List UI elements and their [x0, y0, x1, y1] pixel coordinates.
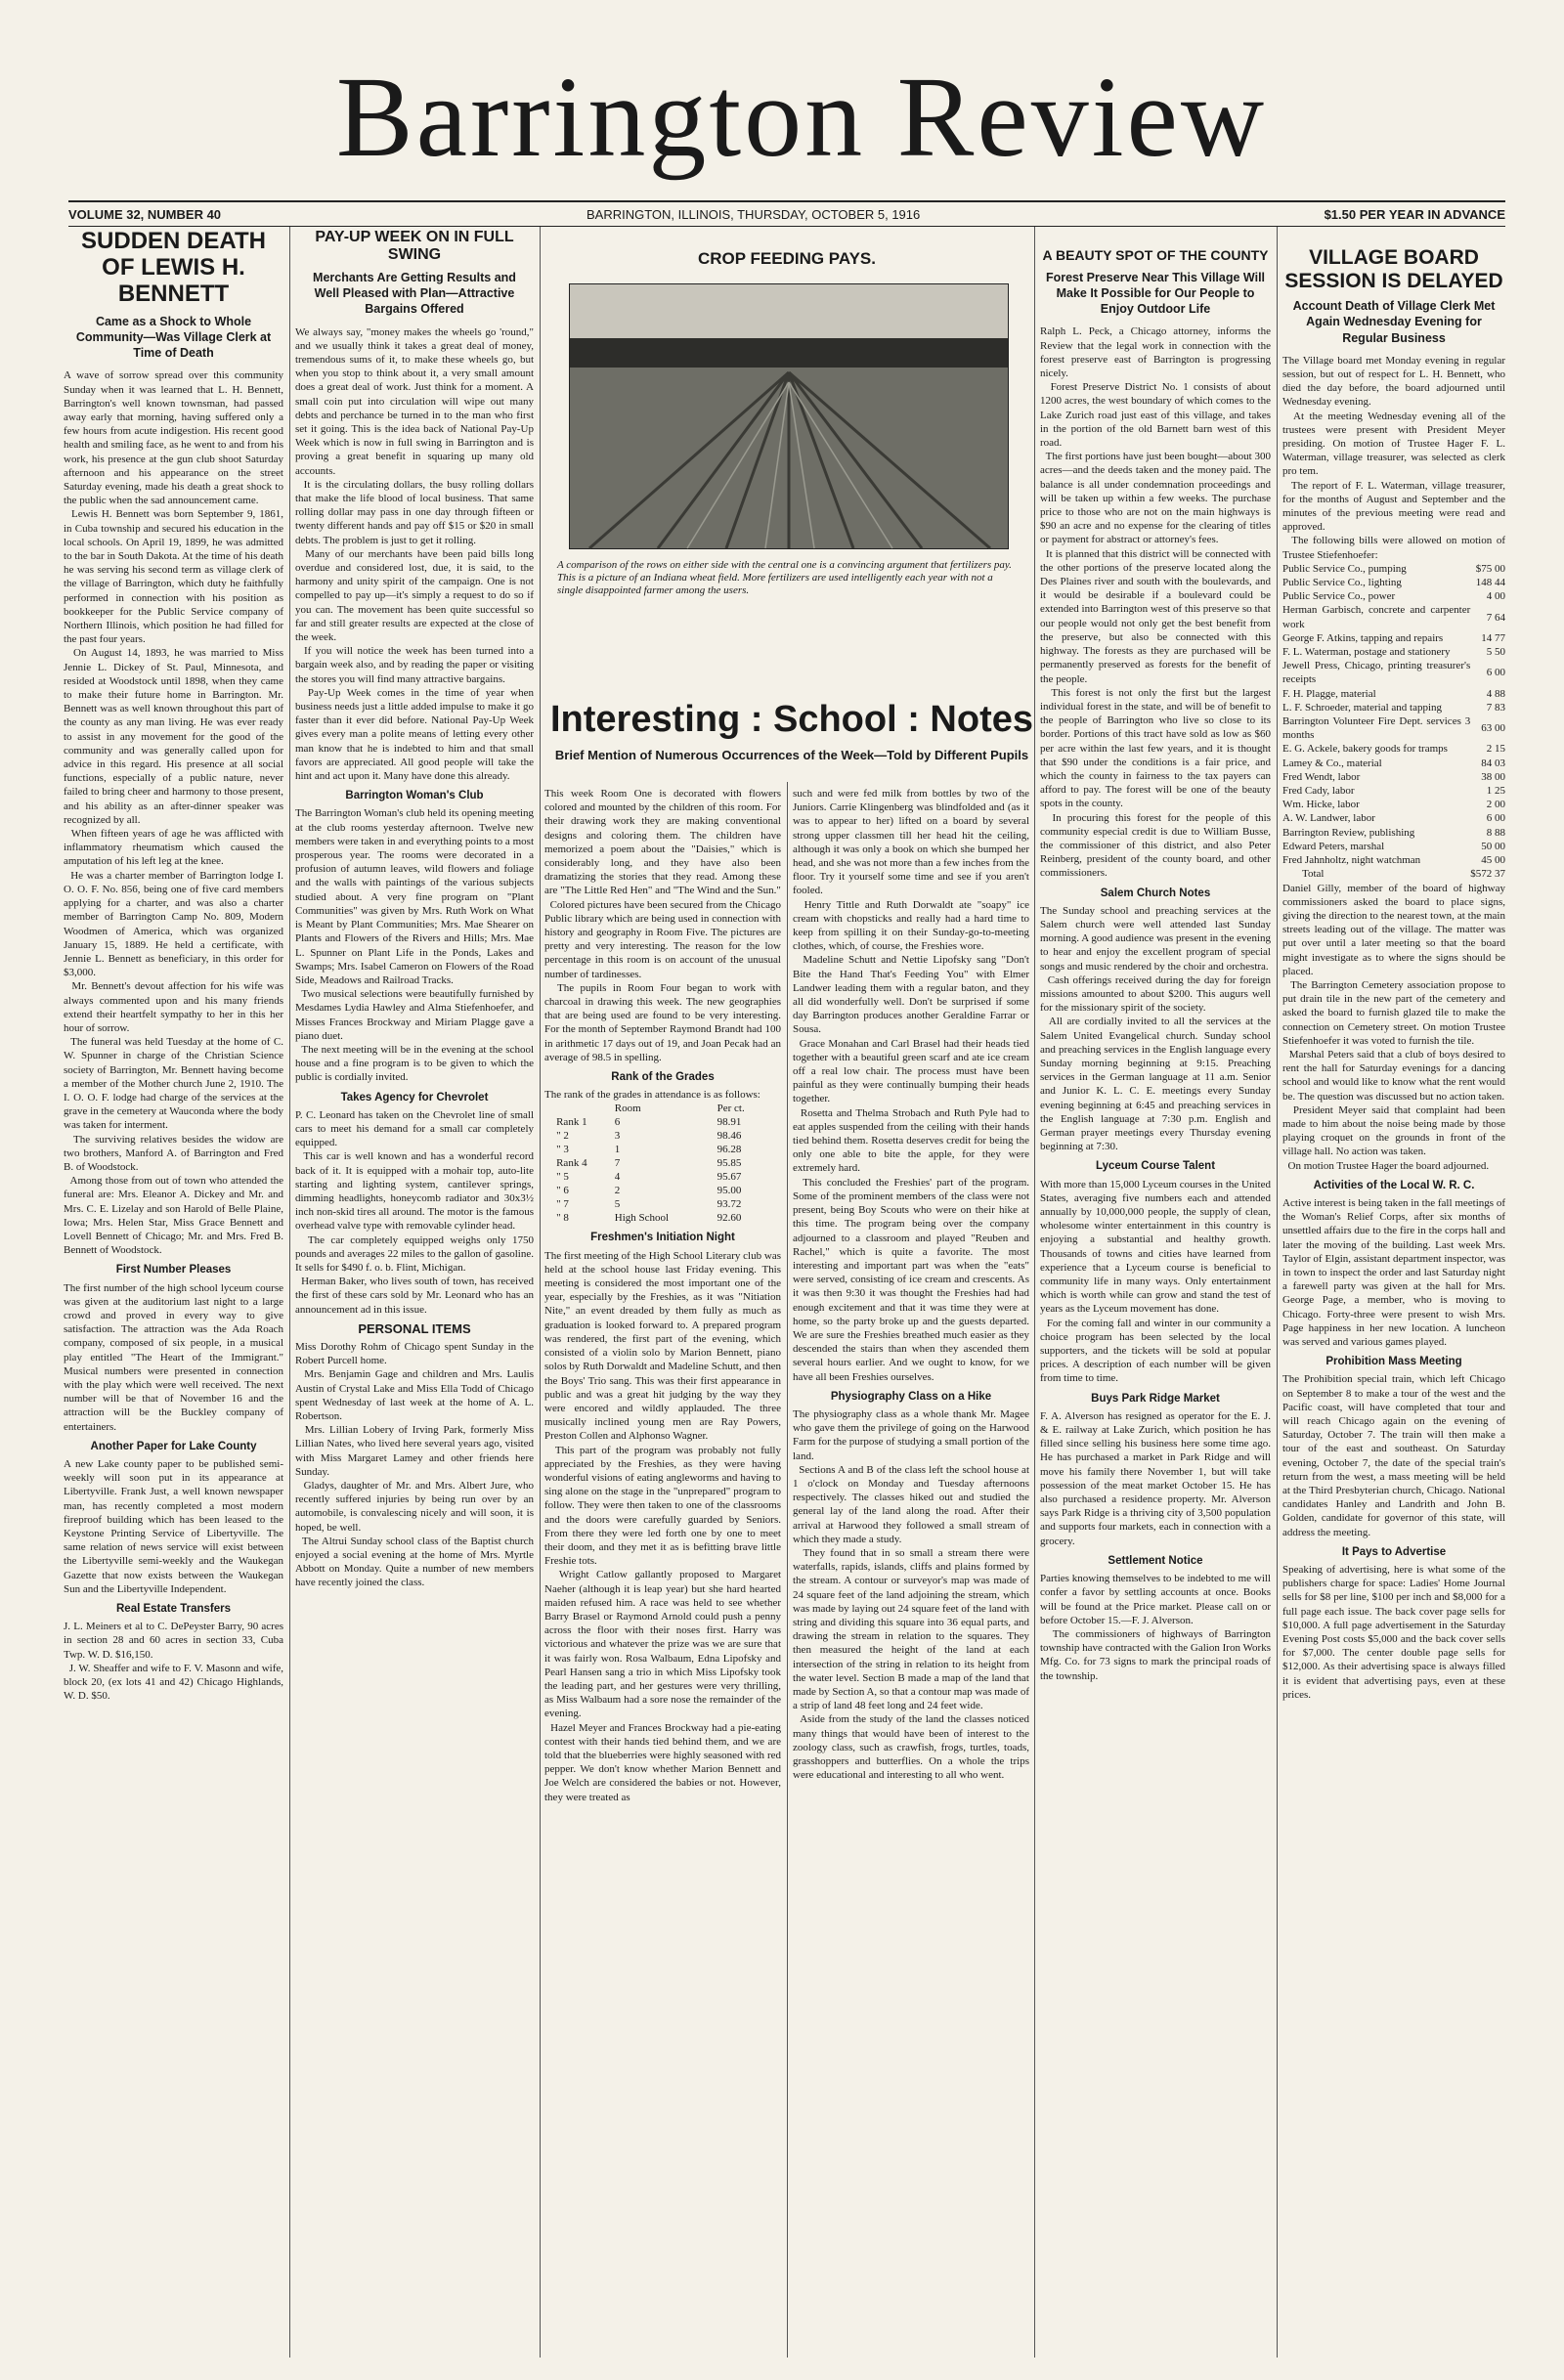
table-row: Herman Garbisch, concrete and carpenter work 7 64 [1282, 604, 1505, 630]
article-body: The first number of the high school lyceum course was given at the auditorium last night to a large crowd and proved in every way to give satisfaction. The attraction was the Ada Roach company, composed of six people, in a musical play entitled "The Heart of the Immigrant." Musical numbers were presented in connection with the play which were well received. The next number will be that of November 16 and the attraction will be the Buckley company of entertainers. [64, 1281, 286, 1433]
table-row: " 3 1 96.28 [556, 1144, 742, 1156]
school-column-right [793, 787, 1029, 2358]
article-body: Parties knowing themselves to be indebted to me will confer a favor by settling accounts at once. Books will be found at the Price market. Please call on or before October 15.—F. J. Alverson. The commissioners of highways of Barrington township have contracted with the Galion Iron Works Mfg. Co. for 73 signs to mark the principal roads of the township. [1040, 1573, 1272, 1682]
article-subhead: Salem Church Notes [1100, 887, 1211, 899]
table-row: Rank 4 7 95.85 [556, 1157, 742, 1170]
article-subhead: Rank of the Grades [611, 1071, 715, 1084]
article-headline: A BEAUTY SPOT OF THE COUNTY [1042, 247, 1269, 263]
article-body: We always say, "money makes the wheels go 'round," and we usually think it takes a great deal of money, tremendous sums of it, to make these wheels go, but when you stop to think about it, a very small amount does a great deal of work. Just think for a moment. A small coin put into circulation will wipe out many debts and perchance be turned in to the man who first set it going. This is the idea back of National Pay-Up Week which is now in full swing in Barrington and is proving a great benefit in squaring up many old accounts. It is the circulating dollars, the busy rolling dollars that make the life blood of local business. That same rolling dollar may pass in one day through fifteen or twenty different hands and pay off $15 or $20 in small debts. The problem is just to get it rolling. Many of our merchants have been paid bills long overdue and considered lost, due, it is said, to the harmony and unity spirit of the campaign. One is not compelled to pay up—it's simply a request to do so if you can. The movement has been quite successful so far and still greater results are expected at the close of the week. If you will notice the week has been turned into a bargain week also, and by reading the paper or visiting the stores you will find many attractive bargains. Pay-Up Week comes in the time of year when business needs just a little added impulse to make it go faster than it ever did before. National Pay-Up Week gives every man a polite means of letting every other man know that he is indebted to him and that small favors are appreciated. All good people will take the hint and act upon it. Many have done this already. [295, 325, 535, 783]
rank-header-pct: Per ct. [717, 1103, 745, 1115]
column-1 [64, 227, 286, 2358]
table-row: Edward Peters, marshal 50 00 [1282, 840, 1505, 852]
table-row: Fred Cady, labor 1 25 [1282, 785, 1505, 798]
article-body: The Sunday school and preaching services at the Salem church were well attended last Sunday morning. A good audience was present in the evening to hear and enjoy the excellent program of special songs and music rendered by the choir and orchestra. Cash offerings received during the day for foreign missions amounted to about $200. This augurs well for the missionary spirit of the society. All are cordially invited to all the services at the Salem United Evangelical church. Sunday school and preaching services in the English language every Sunday morning beginning at 9:15. Preaching services in the German language at 11 a.m. Senior and Junior K. L. C. E. meetings every Sunday evening beginning at 6:45 and preaching services in the English language at 7:30 p.m. English and German prayer meetings every Thursday evening beginning at 7:30. [1040, 904, 1272, 1153]
bills-table [1282, 562, 1505, 882]
volume-number: VOLUME 32, NUMBER 40 [68, 207, 222, 222]
subscription-price: $1.50 PER YEAR IN ADVANCE [1324, 207, 1505, 222]
grades-rank-table [556, 1102, 769, 1225]
article-subhead: Activities of the Local W. R. C. [1313, 1179, 1475, 1191]
table-row: Jewell Press, Chicago, printing treasurer's receipts 6 00 [1282, 660, 1505, 686]
article-subhead: Settlement Notice [1108, 1554, 1203, 1567]
article-subhead: Buys Park Ridge Market [1091, 1392, 1220, 1405]
wheat-field-photo [569, 283, 1009, 549]
column-5 [1040, 227, 1274, 2358]
table-row: L. F. Schroeder, material and tapping 7 83 [1282, 701, 1505, 714]
column-rule [787, 782, 788, 2358]
school-notes-headline: Interesting : School : Notes [549, 699, 1034, 740]
article-body: such and were fed milk from bottles by two of the Juniors. Carrie Klingenberg was blindfolded and (as it was to appear to her) lifted on a board by several strong upper classmen till her head hit the ceiling, although it was only a book on which she bumped her head, and she was not more than a few inches from the floor. Try it yourself some time and see if you aren't fooled. Henry Tittle and Ruth Dorwaldt ate "soapy" ice cream with chopsticks and really had a hard time to keep from spilling it on their Sunday-go-to-meeting clothes, which, of course, the Freshies wore. Madeline Schutt and Nettie Lipofsky sang "Don't Bite the Hand That's Feeding You" with Elmer Landwer leading them with a regular baton, and they all did wonderfully well. Don't be surprised if some day Barrington produces another Geraldine Farrar or Sousa. Grace Monahan and Carl Brasel had their heads tied together with a beautiful green scarf and ate ice cream off a real low chair. The process must have been painful as they were continually bumping their heads together. Rosetta and Thelma Strobach and Ruth Pyle had to eat apples suspended from the ceiling with their hands tied behind them. Rosetta deserves credit for being the only one able to bite the apple, for they were extremely hard. This concluded the Freshies' part of the program. Some of the prominent members of the class were not present, being Boy Scouts who were on their hike at this time. The program being over the company adjourned to a classroom and played "Reuben and Rachel," which is quite a favorite. The most interesting and important part was when the "eats" were served, consisting of ice cream and crescents. As it was then 9:30 it was thought the Freshies had had enough excitement and that it was time they were at home, so the party broke up and the guests departed. We are sure the Freshies breathed much easier as they descended the stairs than when they ascended them several hours earlier. And we ought to know, for we have all been Freshies ourselves. [793, 788, 1030, 1383]
article-headline: PAY-UP WEEK ON IN FULL SWING [315, 229, 514, 263]
article-subhead: It Pays to Advertise [1341, 1545, 1447, 1558]
column-rule [1034, 227, 1035, 2358]
article-body: F. A. Alverson has resigned as operator for the E. J. & E. railway at Lake Zurich, which position he has filled since selling his business here some time ago. He has purchased a market in Park Ridge and will move his family there November 1, but will take possession of the meat market October 15. He has also purchased a residence property. Mr. Alverson says Park Ridge is a thriving city of 3,500 population and supports four markets, each in connection with a grocery. [1040, 1409, 1274, 1547]
article-body: Miss Dorothy Rohm of Chicago spent Sunday in the Robert Purcell home. Mrs. Benjamin Gage and children and Mrs. Laulis Austin of Crystal Lake and Miss Ella Todd of Chicago spent Wednesday of last week at the home of A. L. Robertson. Mrs. Lillian Lobery of Irving Park, formerly Miss Lillian Nates, who lived here several years ago, visited with Miss Margaret Lamey and other friends here Sunday. Gladys, daughter of Mr. and Mrs. Albert Jure, who recently suffered injuries by being run over by an automobile, is convalescing nicely and will soon, it is hoped, be well. The Altrui Sunday school class of the Baptist church enjoyed a social evening at the home of Mrs. Myrtle Abbott on Monday. Quite a number of new members have recently joined the class. [295, 1340, 534, 1589]
article-headline: SUDDEN DEATH OF LEWIS H. BENNETT [81, 228, 266, 307]
article-deck: Forest Preserve Near This Village Will Make It Possible for Our People to Enjoy Outdoor Life [1045, 270, 1266, 317]
school-notes-deck: Brief Mention of Numerous Occurrences of the Week—Told by Different Pupils [554, 748, 1029, 762]
article-deck: Merchants Are Getting Results and Well Pleased with Plan—Attractive Bargains Offered [313, 270, 516, 317]
article-subhead: Another Paper for Lake County [90, 1440, 257, 1452]
article-body: The physiography class as a whole thank Mr. Magee who gave them the privilege of going on the Harwood Farm for the purpose of studying a small portion of the land. Sections A and B of the class left the school house at 1 o'clock on Monday and Tuesday afternoons respectively. The classes hiked out and studied the general lay of the land along the road. After their arrival at Harwood they followed a small stream of which they made a study. They found that in so small a stream there were waterfalls, rapids, islands, cliffs and plains formed by the stream. A contour or surveyor's map was made of 24 square feet of the land adjoining the stream, which was made by laying out 24 square feet of the land with string and dividing this square into 36 equal parts, and drawing the stream in relation to the squares. They then measured the height of the land at each intersection of the string in relation to its height from the water level. Section B made a map of the land that made by Section A, so that a contour map was made of a strip of land 48 feet long and 24 feet wide. Aside from the study of the land the classes noticed many things that would have been of interest to the zoology class, such as crawfish, frogs, turtles, toads, grasshoppers and butterflies. On a whole the trips were educational and interesting to all who went. [793, 1407, 1030, 1782]
table-row: Barrington Review, publishing 8 88 [1282, 826, 1505, 839]
article-body: Daniel Gilly, member of the board of highway commissioners asked the board to place signs, giving the direction to the nearest town, at the main streets leading out of the village. The matter was put over until a later meeting so that the board might investigate as to where the signs should be placed. The Barrington Cemetery association propose to put drain tile in the new part of the cemetery and asked the board to furnish glazed tile to make the connection on Cemetery street. On motion Trustee Stiefenhoefer it was voted to furnish the tile. Marshal Peters said that a club of boys desired to rent the hall for Saturday evenings for a dancing school and would like to know what the rent would be. The question was discussed but no action taken. President Meyer said that complaint had been made to him about the noise being made by those playing croquet on the grounds in front of the village hall. No action was taken. On motion Trustee Hager the board adjourned. [1282, 882, 1505, 1172]
table-row: Lamey & Co., material 84 03 [1282, 757, 1505, 769]
table-row: George F. Atkins, tapping and repairs 14 77 [1282, 631, 1505, 644]
article-deck: Account Death of Village Clerk Met Again Wednesday Evening for Regular Business [1292, 299, 1496, 345]
table-row: F. H. Plagge, material 4 88 [1282, 687, 1505, 700]
article-body: The Prohibition special train, which left Chicago on September 8 to make a tour of the west and the Pacific coast, will have completed that tour and will reach Chicago again on the evening of Saturday, October 7. The train will then make a tour of the east and southeast. On Saturday evening, October 7, the date of the special train's return from the west, a mass meeting will be held at the Third Presbyterian church, Chicago. National candidates Hanley and Landrith and John B. Golden, candidate for governor of this state, will address the meeting. [1282, 1373, 1508, 1538]
table-row: " 8 High School 92.60 [556, 1212, 742, 1225]
article-body: J. L. Meiners et al to C. DePeyster Barry, 90 acres in section 28 and 60 acres in section 33, Cuba Twp. W. D. $16,150. J. W. Sheaffer and wife to F. V. Masonn and wife, block 20, (ex lots 41 and 42) Chicago Highlands, W. D. $50. [64, 1621, 283, 1703]
table-row: " 5 4 95.67 [556, 1171, 742, 1184]
article-deck: Came as a Shock to Whole Community—Was Village Clerk at Time of Death [75, 314, 272, 361]
article-subhead: PERSONAL ITEMS [358, 1320, 471, 1336]
table-row: Public Service Co., pumping $75 00 [1282, 562, 1505, 575]
table-row: Fred Jahnholtz, night watchman 45 00 [1282, 854, 1505, 867]
column-2 [295, 227, 534, 2358]
article-subhead: Barrington Woman's Club [345, 790, 484, 802]
table-row: " 7 5 93.72 [556, 1198, 742, 1211]
article-body: The Village board met Monday evening in regular session, but out of respect for L. H. Bennett, who died the day before, the board adjourned until Wednesday evening. At the meeting Wednesday evening all of the trustees were present with President Meyer presiding. On motion of Trustee Hager F. L. Waterman, village treasurer, was selected as clerk pro tem. The report of F. L. Waterman, village treasurer, for the months of August and September and the minutes of the previous meeting were read and approved. The following bills were allowed on motion of Trustee Stiefenhoefer: [1282, 354, 1506, 561]
article-body: The first meeting of the High School Literary club was held at the school house last Friday evening. This meeting is considered the most important one of the year, especially by the Freshies, as it was "Nitiation Nite," an event dreaded by them fully as much as graduation is looked forward to. A prepared program was rendered, the first part of the evening, which consisted of a violin solo by Marion Bennett, piano solos by Ruth Dorwaldt and Madeline Schutt, and then the Boys' Trio sang. This was their first appearance in public and was a great hit judging by the way they were encored and wildly applauded. The three musically inclined young men are Ray Powers, Preston Collen and Alphonso Wagner. This part of the program was probably not fully appreciated by the Freshies, as they were having wonderful visions of eating angleworms and having to sing alone on the stage in the "unprepared" program to follow. They were then taken to one of the classrooms and the doors were carefully guarded by Seniors. From there they were led forth one by one to meet their doom, and they met it as is befitting brave little Freshie tots. Wright Catlow gallantly proposed to Margaret Naeher (although it is leap year) but she hard hearted maiden refused him. A race was held to see whether Barry Brasel or Raymond Arnold could push a penny across the floor with their noses first. Harry was victorious and whatever the prize was we are sure that it was fairly won. Rosa Walbaum, Edna Lipofsky and Pearl Hansen sang a trio in which Miss Lipofsky took the leading part, and her gestures were very thrilling, as Miss Walbaum had a sore nose the remainder of the evening. Hazel Meyer and Frances Brockway had a pie-eating contest with their hands tied behind them, and we are told that the blueberries were highly seasoned with red pepper. We don't know whether Marion Bennett and Joe Welch are considered the babies or not. However, they were treated as [544, 1249, 782, 1803]
article-subhead: Takes Agency for Chevrolet [340, 1091, 489, 1103]
article-subhead: Real Estate Transfers [116, 1603, 231, 1616]
table-row: " 6 2 95.00 [556, 1185, 742, 1197]
photo-caption: A comparison of the rows on either side with the central one is a convincing argument that fertilizers pay. This is a picture of an Indiana wheat field. More fertilizers are used intelligently each year with not a single disappointed farmer among the users. [557, 559, 1012, 596]
article-body: The rank of the grades in attendance is as follows: [544, 1089, 760, 1102]
table-row: Wm. Hicke, labor 2 00 [1282, 799, 1505, 811]
table-row: Public Service Co., power 4 00 [1282, 590, 1505, 603]
table-row: " 2 3 98.46 [556, 1130, 742, 1143]
column-rule [1277, 227, 1278, 2358]
article-subhead: Freshmen's Initiation Night [590, 1232, 735, 1244]
masthead-title: Barrington Review [335, 53, 1268, 181]
table-row: F. L. Waterman, postage and stationery 5 50 [1282, 646, 1505, 659]
column-rule [289, 227, 290, 2358]
article-subhead: First Number Pleases [115, 1264, 232, 1277]
table-row: Fred Wendt, labor 38 00 [1282, 770, 1505, 783]
article-body: A new Lake county paper to be published semi-weekly will soon put in its appearance at Libertyville. Frank Just, a well known newspaper man, has recently completed a most modern fireproof building which has been leased to the Keystone Printing Service of Libertyville. The same relation of news service will exist between the Libertyville semi-weekly and the Waukegan Gazette that now exists between the Waukegan Sun and the Libertyville Independent. [64, 1458, 286, 1595]
rank-header-room: Room [614, 1103, 641, 1115]
column-6 [1282, 227, 1508, 2358]
column-rule [540, 227, 541, 2358]
table-row: Barrington Volunteer Fire Dept. services 3 months 63 00 [1282, 715, 1505, 742]
article-headline: CROP FEEDING PAYS. [697, 249, 876, 268]
school-column-left [544, 787, 781, 2358]
article-body: Speaking of advertising, here is what some of the publishers charge for space: Ladies' Home Journal sells for $8 per line, $100 per inch and $8,000 for a full page each issue. The back cover page sells for $10,000. A full page advertisement in the Saturday Evening Post costs $5,000 and the back cover sells for $7,000. The center double page sells for $12,000. As their advertising space is always filled it is evident that advertising pays, even at these prices. [1282, 1564, 1508, 1701]
article-body: Active interest is being taken in the fall meetings of the Woman's Relief Corps, after six months of unsettled affairs due to the fire in the corps hall and later the moving of the building. Last week Mrs. Taylor of Elgin, assistant department inspector, was in town to inspect the order and last Saturday night a farewell party was given at the hall for Mrs. George Page, a member, who is moving to Chicago. Forty-three were present to wish Mrs. Page happiness in her new location. A luncheon was served and various games played. [1282, 1196, 1508, 1348]
bills-total-row: Total $572 37 [1302, 868, 1505, 881]
table-row: E. G. Ackele, bakery goods for tramps 2 15 [1282, 743, 1505, 756]
article-body: A wave of sorrow spread over this community Sunday when it was learned that L. H. Bennett, Barrington's well known townsman, had passed away early that morning, having suffered only a few hours from acute indigestion. His recent good health and smiling face, as he went to and from his work, his presence at the gun club shoot Saturday afternoon and his appearance on the street Saturday evening, made his death a great shock to the public when the sad announcement came. Lewis H. Bennett was born September 9, 1861, in Cuba township and secured his education in the local schools. On April 19, 1899, he was admitted to the bar in South Dakota. At the time of his death he was serving his second term as village clerk of the village of Barrington, which duty he faithfully performed in connection with his position as bookkeeper for the Public Service company of Northern Illinois, which position he had filled for the past four years. On August 14, 1893, he was married to Miss Jennie L. Dickey of St. Paul, Minnesota, and resided at Woodstock until 1898, when they came to make their future home in Barrington. Mr. Bennett was as well known throughout this part of the county as any man living. He was ever ready to assist in any movement for the good of the community and was generally called upon for advice in this regard. His presence at all social functions, especially of a public nature, never failed to bring cheer and harmony to those present, and his ability as an after-dinner speaker was recognized by all. When fifteen years of age he was afflicted with inflammatory rheumatism which caused the amputation of his left leg at the knee. He was a charter member of Barrington lodge I. O. O. F. No. 856, being one of five card members applying for a charter, and was also a charter member of Barrington Camp No. 809, Modern Woodmen of America, which was organized January 15, 1889. He held a certificate, with Jennie L. Bennett as beneficiary, in this order for $3,000. Mr. Bennett's devout affection for his wife was always commented upon and his many friends extend their heartfelt sympathy to her in this her hour of sorrow. The funeral was held Tuesday at the home of C. W. Spunner in charge of the Christian Science society of Barrington, Mr. Bennett having become a member of the Mother church June 2, 1910. The I. O. O. F. lodge had charge of the services at the grave in the cemetery at Wauconda where the body was taken for interment. The surviving relatives besides the widow are two brothers, Manford A. of Barrington and Fred B. of Woodstock. Among those from out of town who attended the funeral are: Mrs. Eleanor A. Dickey and Mr. and Mrs. C. E. Lizelay and son Harold of Belle Plaine, Iowa; Mrs. Helen Star, Miss Grace Bennett and Lovell Bennett of Chicago; Mr. and Mrs. Fred B. Bennett of Woodstock. [64, 369, 284, 1257]
table-row: A. W. Landwer, labor 6 00 [1282, 812, 1505, 825]
article-body: The Barrington Woman's club held its opening meeting at the club rooms yesterday afternoon. Twelve new members were taken in and everything points to a most prosperous year. The rooms were decorated in a profusion of autumn leaves, wild flowers and foliage and the walls with paintings of the various subjects studied about. A very fine program on "Plant Communities" was given by Mrs. Ruth Work on What is Meant by Plant Communities; Mrs. Mae Shearer on Plants and Flowers of the Rivers and Hills; Mrs. Mae L. Spunner on Plant Life in the Ponds, Lakes and Swamps; Mrs. Isabel Cameron on Flowers of the Road Side, Meadows and Railroad Tracks. Two musical selections were beautifully furnished by Mesdames Lydia Hawley and Alma Stiefenhoefer, and Misses Frances Brockway and Miriam Plagge gave a piano duet. The next meeting will be in the evening at the school house and a fine program is to be given to which the public is cordially invited. [295, 807, 534, 1084]
article-body: P. C. Leonard has taken on the Chevrolet line of small cars to meet his demand for a small car completely equipped. This car is well known and has a wonderful record back of it. It is equipped with a mohair top, auto-lite starting and lighting system, cantilever springs, dimming headlights, honeycomb radiator and 30x3½ inch non-skid tires all around. The motor is the famous overhead valve type with removable cylinder head. The car completely equipped weighs only 1750 pounds and averages 22 miles to the gallon of gasoline. It sells for $490 f. o. b. Flint, Michigan. Herman Baker, who lives south of town, has received the first of these cars sold by Mr. Leonard who has an announcement ad in this issue. [295, 1108, 534, 1316]
table-row: Public Service Co., lighting 148 44 [1282, 577, 1505, 589]
article-body: This week Room One is decorated with flowers colored and mounted by the children of this room. For their drawing work they are making conventional designs and coloring them. The children have memorized a poem about the "Daisies," which is considerably long, and they have also been dramatizing the stories that they read. Among these are "The Little Red Hen" and "The Wind and the Sun." Colored pictures have been secured from the Chicago Public library which are being used in connection with history and geography in Room Five. The pictures are pretty and very interesting. The reason for the low percentage in this room is on account of the unusual number of tardinesses. The pupils in Room Four began to work with charcoal in drawing this week. The new geographies that are being used are found to be very interesting. For the month of September Raymond Brandt had 100 in arithmetic 17 days out of 19, and Joan Pecak had an average of 98.5 in spelling. [544, 788, 782, 1063]
table-row: Rank 1 6 98.91 [556, 1116, 742, 1129]
article-subhead: Prohibition Mass Meeting [1325, 1356, 1462, 1368]
info-bar [68, 200, 1505, 227]
article-subhead: Physiography Class on a Hike [830, 1390, 992, 1403]
article-headline: VILLAGE BOARD SESSION IS DELAYED [1284, 246, 1503, 292]
dateline: BARRINGTON, ILLINOIS, THURSDAY, OCTOBER 5, 1916 [586, 207, 921, 222]
article-subhead: Lyceum Course Talent [1095, 1160, 1216, 1173]
article-body: With more than 15,000 Lyceum courses in the United States, averaging five numbers each and attended annually by 10,000,000 people, the supply of clean, wholesome winter entertainment in this country is enjoying a substantial and healthy growth. Thousands of towns and cities have learned from experience that a Lyceum course is beneficial to community life in many ways. Only entertainment which is worth while can grow and stand the test of years as the Lyceum movement has done. For the coming fall and winter in our community a choice program has been selected by the local supporters, and the tickets will be sold at popular prices. A description of each number will be given from time to time. [1040, 1178, 1271, 1385]
article-body: Ralph L. Peck, a Chicago attorney, informs the Review that the legal work in connection with the forest preserve east of Barrington is progressing nicely. Forest Preserve District No. 1 consists of about 1200 acres, the west boundary of which comes to the Lake Zurich road just east of this village, and takes in the portion of the old Barnett barn west of this road. The first portions have just been bought—about 300 acres—and the deeds taken and the money paid. The balance is all under condemnation proceedings and will be taken up within a few weeks. The purchase price to those who are not on the main highways is $90 an acre and no expense for the clearing of titles or payment for abstract or attorney's fees. It is planned that this district will be connected with the other portions of the preserve located along the Des Plaines river and south with the boulevards, and it would be desirable if a boulevard could be extended into Barrington west of this preserve so that our people would not only get the best benefit from the preserve, but also be connected with this highway. The forests as they are purchased will be permanently preserved as forests for the benefit of the people. This forest is not only the first but the largest individual forest in the state, and will be of benefit to the people of Barrington who live so close to its border. Portions of this tract have sold as low as $60 per acre within the last few years, and it is thought that $90 under the conditions is a fair price, and which the county in fairness to the tax payers can afford to pay. The forest will be one of the beauty spots in the county. In procuring this forest for the people of this community especial credit is due to William Busse, the commissioner of this district, and also Peter Reinberg, president of the county board, and other commissioners. [1040, 325, 1272, 880]
